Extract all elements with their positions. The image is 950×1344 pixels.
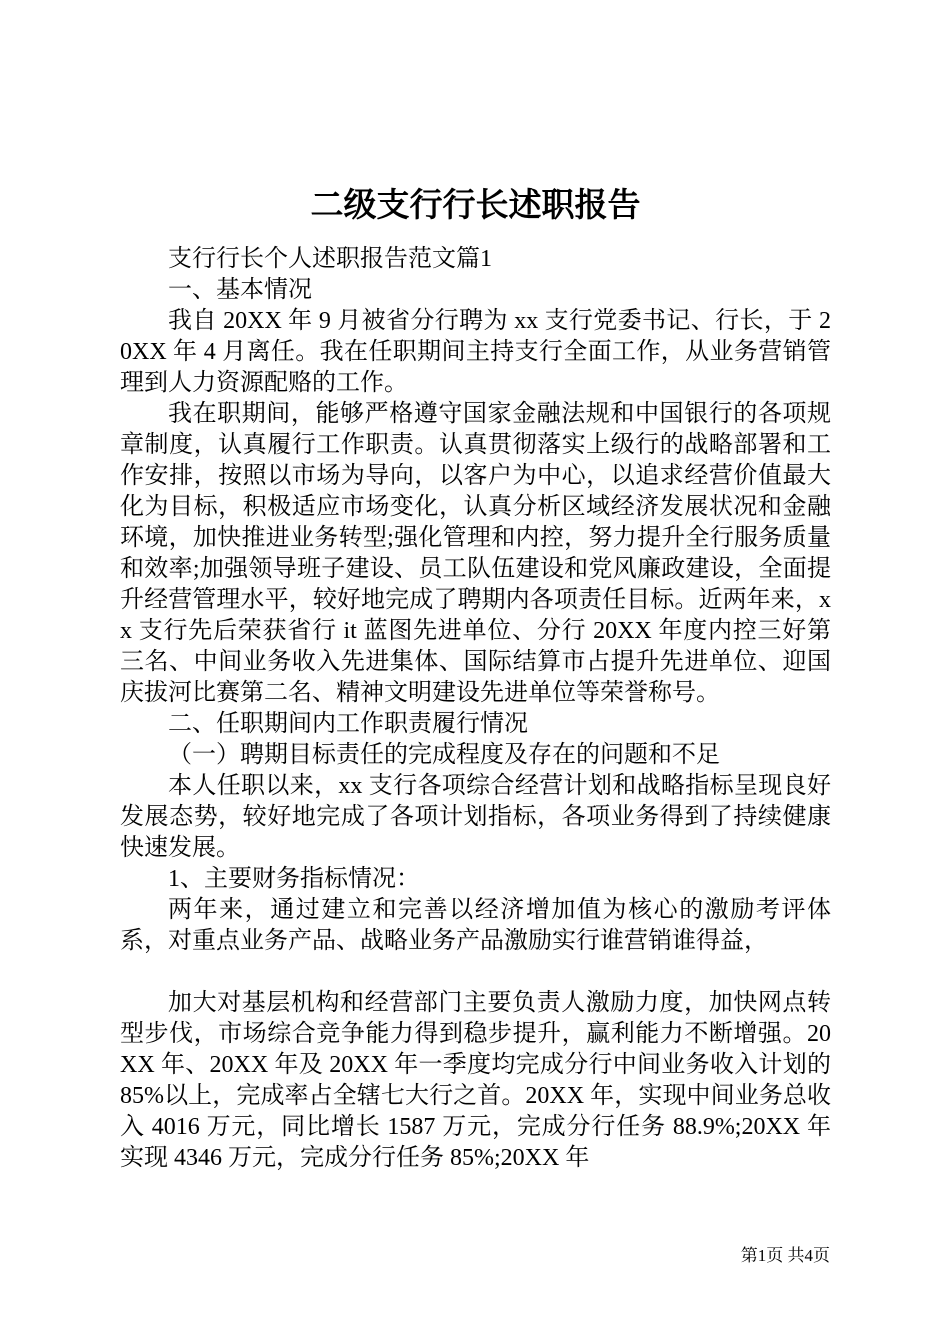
paragraph: （一）聘期目标责任的完成程度及存在的问题和不足 — [168, 742, 720, 768]
paragraph: 1、主要财务指标情况： — [168, 866, 420, 892]
paragraph: 二、任职期间内工作职责履行情况 — [168, 711, 528, 737]
paragraph: 两年来，通过建立和完善以经济增加值为核心的激励考评体系，对重点业务产品、战略业务产品激励实行谁营销谁得益， — [120, 897, 831, 954]
paragraph: 一、基本情况 — [168, 277, 312, 303]
document-title: 二级支行行长述职报告 — [310, 188, 641, 224]
blank-line — [120, 957, 831, 988]
page-footer — [741, 1246, 830, 1266]
paragraph: 我在职期间，能够严格遵守国家金融法规和中国银行的各项规章制度，认真履行工作职责。认真贯彻落实上级行的战略部署和工作安排，按照以市场为导向，以客户为中心，以追求经营价值最大化为目标，积极适应市场变化，认真分析区域经济发展状况和金融环境，加快推进业务转型;强化管理和内控，努力提升全行服务质量和效率;加强领导班子建设、员工队伍建设和党风廉政建设，全面提升经营管理水平，较好地完成了聘期内各项责任目标。近两年来，xx 支行先后荣获省行 it 蓝图先进单位、分行 20XX 年度内控三好第三名、中间业务收入先进集体、国际结算市占提升先进单位、迎国庆拔河比赛第二名、精神文明建设先进单位等荣誉称号。 — [120, 401, 831, 706]
paragraph: 支行行长个人述职报告范文篇1 — [168, 246, 492, 272]
paragraph: 我自 20XX 年 9 月被省分行聘为 xx 支行党委书记、行长，于 20XX 年 4 月离任。我在任职期间主持支行全面工作，从业务营销管理到人力资源配赂的工作。 — [120, 308, 831, 396]
paragraph: 加大对基层机构和经营部门主要负责人激励力度，加快网点转型步伐，市场综合竞争能力得到稳步提升，赢利能力不断增强。20XX 年、20XX 年及 20XX 年一季度均完成分行中间业务收入计划的 85%以上，完成率占全辖七大行之首。20XX 年，实现中间业务总收入 4016 万元，同比增长 1587 万元，完成分行任务 88.9%;20XX 年实现 4346 万元，完成分行任务 85%;20XX 年 — [120, 990, 831, 1171]
page-number-label: 第1页 共4页 — [740, 1246, 830, 1265]
paragraph: 本人任职以来，xx 支行各项综合经营计划和战略指标呈现良好发展态势，较好地完成了各项计划指标，各项业务得到了持续健康快速发展。 — [120, 773, 831, 861]
document-body — [120, 244, 831, 1174]
